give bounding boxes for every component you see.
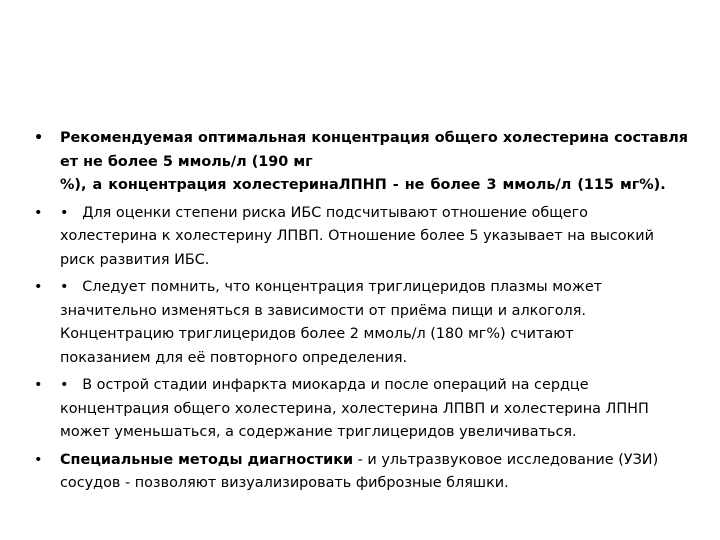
bullet-list	[34, 127, 688, 500]
bullet-item-triglycerides	[34, 276, 688, 370]
text-line: концентрация общего холестерина, холестерина ЛПВП и холестерина ЛПНП	[60, 400, 649, 417]
text-line: может уменьшаться, а содержание триглицеридов увеличиваться.	[60, 424, 577, 440]
text-line: Рекомендуемая оптимальная концентрация общего холестерина составля	[60, 130, 688, 146]
text-line	[60, 374, 688, 398]
inner-bullet: •	[60, 204, 69, 221]
bullet-marker: •	[34, 279, 43, 295]
bullet-marker: •	[34, 204, 43, 221]
bullet-marker: •	[34, 130, 44, 146]
text-line: ет не более 5 ммоль/л (190 мг	[60, 153, 313, 170]
bullet-item-cholesterol-target	[34, 127, 688, 198]
bullet-item-special-diagnostics	[34, 449, 688, 496]
text-line	[60, 449, 688, 473]
bullet-marker: •	[34, 451, 43, 468]
bullet-item-myocardial-infarction	[34, 374, 688, 445]
text-line: сосудов - позволяют визуализировать фиброзные бляшки.	[60, 475, 509, 491]
bullet-item-ihd-risk	[34, 202, 688, 273]
text-line-content: Следует помнить, что концентрация триглицеридов плазмы может	[82, 279, 603, 295]
inner-bullet: •	[60, 279, 69, 295]
bold-lead: Специальные методы диагностики	[60, 451, 354, 468]
text-line: Концентрацию триглицеридов более 2 ммоль/л (180 мг%) считают	[60, 326, 574, 342]
text-line: показанием для её повторного определения.	[60, 349, 408, 366]
inner-bullet: •	[60, 377, 69, 393]
text-line	[60, 276, 688, 300]
lead-rest: - и ультразвуковое исследование (УЗИ)	[353, 451, 659, 468]
text-line	[60, 202, 688, 226]
text-line: %), а концентрация холестеринаЛПНП - не более 3 ммоль/л (115 мг%).	[60, 177, 666, 193]
text-line-content: Для оценки степени риска ИБС подсчитывают отношение общего	[82, 204, 588, 221]
text-line: значительно изменяться в зависимости от приёма пищи и алкоголя.	[60, 302, 586, 319]
text-line-content: В острой стадии инфаркта миокарда и после операций на сердце	[82, 377, 589, 393]
text-line: риск развития ИБС.	[60, 251, 210, 268]
bullet-marker: •	[34, 377, 43, 393]
text-line: холестерина к холестерину ЛПВП. Отношение более 5 указывает на высокий	[60, 228, 655, 244]
